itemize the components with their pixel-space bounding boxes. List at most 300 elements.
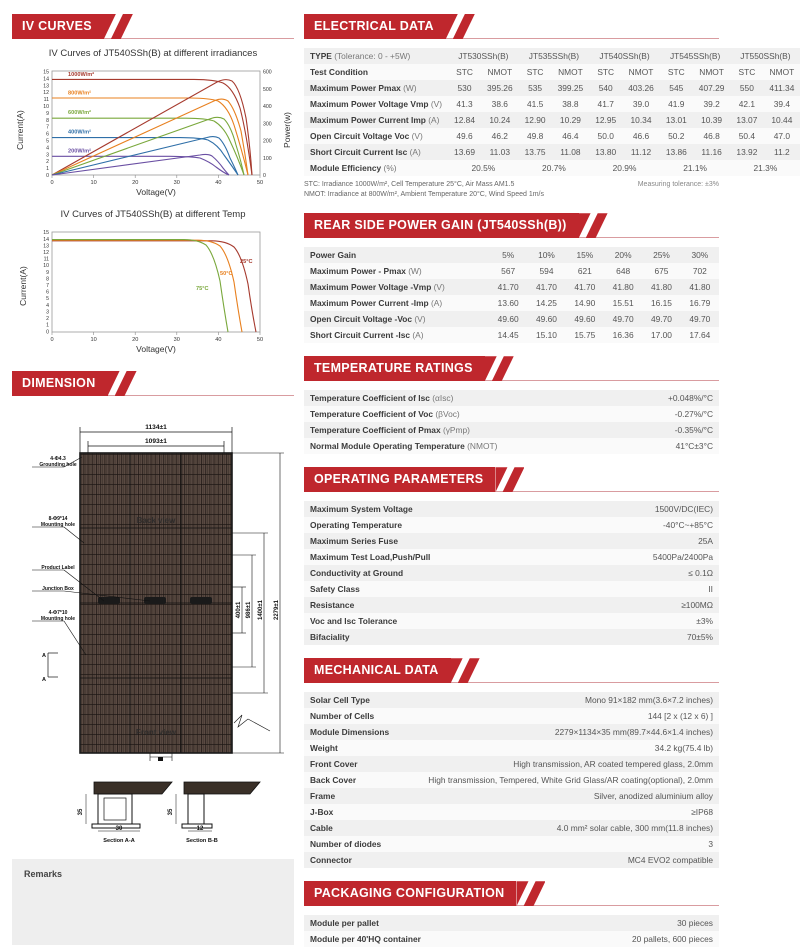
cell-value: -0.27%/°C: [627, 406, 719, 422]
table-row: [304, 533, 719, 549]
table-row: [304, 422, 719, 438]
cell: 621: [566, 263, 604, 279]
row-label-safety-class: Safety Class: [304, 581, 573, 597]
cell-value: High transmission, AR coated tempered glass, 2.0mm: [401, 756, 719, 772]
table-row: [304, 311, 719, 327]
cell: 10.24: [481, 112, 519, 128]
row-label-pmax: [304, 263, 489, 279]
table-row: [304, 501, 719, 517]
label-unit: (V): [414, 314, 426, 325]
cell-value: 30 pieces: [540, 915, 719, 931]
svg-text:10: 10: [90, 180, 97, 186]
plot-area: [52, 71, 260, 175]
cell: 648: [604, 263, 642, 279]
cell: 11.08: [552, 144, 590, 160]
electrical-notes: [304, 180, 719, 200]
svg-text:5: 5: [46, 296, 49, 303]
cell-value: 4.0 mm² solar cable, 300 mm(11.8 inches): [401, 820, 719, 836]
row-label-conductivity: Conductivity at Ground: [304, 565, 573, 581]
cell: 13.07: [730, 112, 763, 128]
cell: 15.10: [527, 327, 565, 343]
cell-value: ≤ 0.1Ω: [573, 565, 719, 581]
svg-text:30: 30: [173, 180, 180, 186]
table-row: [304, 931, 719, 947]
row-label-beta-voc: [304, 406, 627, 422]
legend-600: 600W/m²: [68, 110, 92, 116]
section-header-packaging: [304, 881, 719, 906]
table-row: [304, 613, 719, 629]
cell: 403.26: [622, 80, 660, 96]
table-row: [304, 112, 800, 128]
svg-text:15: 15: [43, 69, 49, 76]
dimension-drawing: [12, 405, 294, 851]
cell: 20.7%: [519, 160, 590, 176]
label-text: Short Circuit Current Isc: [310, 147, 408, 157]
cell: 550: [730, 80, 763, 96]
chart-temperature: [12, 224, 294, 359]
cell: 41.7: [589, 96, 622, 112]
section-header-electrical: [304, 14, 719, 39]
svg-text:0: 0: [50, 180, 54, 186]
cell-value: +0.048%/°C: [627, 390, 719, 406]
cell-value: II: [573, 581, 719, 597]
cell: 15.75: [566, 327, 604, 343]
cell: 49.70: [604, 311, 642, 327]
header-slant-2: [111, 14, 133, 39]
row-label-vmp: [304, 279, 489, 295]
condition-4: STC: [589, 64, 622, 80]
row-label-front-cover: Front Cover: [304, 756, 401, 772]
row-label-voc: [304, 128, 448, 144]
cell: 41.80: [642, 279, 680, 295]
label-unit: (%): [383, 163, 397, 173]
section-header-mechanical: [304, 658, 719, 683]
table-row: [304, 80, 800, 96]
label-text: Maximum Power Voltage Vmp: [310, 99, 429, 109]
section-a-width: 30: [115, 826, 123, 832]
svg-text:13: 13: [43, 243, 49, 250]
label-unit: (V): [411, 131, 423, 141]
table-row-header: [304, 247, 719, 263]
table-row: [304, 692, 719, 708]
y-axis-label-power: Power(w): [282, 112, 292, 148]
gain-0: 5%: [489, 247, 527, 263]
note-nmot: NMOT: Irradiance at 800W/m², Ambient Temperature 20°C, Wind Speed 1m/s: [304, 191, 544, 199]
cell: 41.80: [681, 279, 719, 295]
svg-text:11: 11: [43, 256, 49, 263]
section-title-electrical: ELECTRICAL DATA: [304, 14, 446, 39]
table-row: [304, 629, 719, 645]
label-text: Module Efficiency: [310, 163, 382, 173]
dim-h-400: 400±1: [236, 601, 242, 619]
cell: 545: [660, 80, 693, 96]
table-row: [304, 295, 719, 311]
svg-text:1: 1: [46, 322, 49, 329]
note-conditions: [304, 180, 638, 200]
label-text: Open Circuit Voltage -Voc: [310, 314, 413, 325]
section-header-dimension: [12, 371, 294, 396]
condition-8: STC: [730, 64, 763, 80]
legend-1000: 1000W/m²: [68, 72, 95, 78]
cell-value: 34.2 kg(75.4 lb): [401, 740, 719, 756]
cell: 41.3: [448, 96, 481, 112]
label-text: Maximum Power Voltage -Vmp: [310, 282, 432, 293]
table-row: [304, 438, 719, 454]
cell: 38.6: [481, 96, 519, 112]
model-col-1: JT535SSh(B): [519, 48, 590, 64]
cell-value: 3: [401, 836, 719, 852]
row-label-number-of-diodes: Number of diodes: [304, 836, 401, 852]
cell: 13.86: [660, 144, 693, 160]
row-label-weight: Weight: [304, 740, 401, 756]
cell-value: -0.35%/°C: [627, 422, 719, 438]
cell-value: 41°C±3°C: [627, 438, 719, 454]
svg-text:100: 100: [263, 156, 272, 162]
model-col-2: JT540SSh(B): [589, 48, 660, 64]
cell: 21.3%: [730, 160, 800, 176]
callout-text-grounding: Grounding hole: [39, 462, 77, 468]
label-text: Temperature Coefficient of Pmax: [310, 425, 441, 436]
packaging-table: [304, 915, 719, 947]
cell: 49.70: [642, 311, 680, 327]
cell: 535: [519, 80, 552, 96]
section-header-rear-gain: [304, 213, 719, 238]
label-unit: (A): [428, 115, 440, 125]
svg-text:0: 0: [46, 173, 49, 179]
callout-code-mounting-1: 8-Φ9*14: [48, 516, 68, 522]
gain-1: 10%: [527, 247, 565, 263]
mechanical-data-table: [304, 692, 719, 868]
section-title-iv-curves: IV CURVES: [12, 14, 104, 39]
cell-value: 2279×1134×35 mm(89.7×44.6×1.4 inches): [401, 724, 719, 740]
cell: 14.90: [566, 295, 604, 311]
legend-200: 200W/m²: [68, 148, 92, 155]
svg-text:20: 20: [132, 337, 139, 343]
x-ticks: [50, 180, 263, 186]
iv-temp-svg: [12, 224, 300, 354]
svg-text:1: 1: [46, 166, 49, 173]
svg-text:40: 40: [215, 337, 222, 343]
cell-value: Mono 91×182 mm(3.6×7.2 inches): [401, 692, 719, 708]
section-b-width: 12: [196, 826, 204, 832]
cell: 41.70: [566, 279, 604, 295]
cell-value: -40°C~+85°C: [573, 517, 719, 533]
section-b-b-drawing: [168, 782, 260, 844]
callout-labels: [39, 456, 76, 622]
cell-value: 144 [2 x (12 x 6) ]: [401, 708, 719, 724]
cell: 39.2: [693, 96, 731, 112]
cell: 12.95: [589, 112, 622, 128]
cell: 46.8: [693, 128, 731, 144]
svg-text:12: 12: [43, 250, 49, 256]
dimension-svg: [12, 405, 300, 777]
cell-type-label: [304, 48, 448, 64]
table-row: [304, 517, 719, 533]
x-axis-label-voltage: Voltage(V): [136, 187, 176, 197]
type-label: TYPE: [310, 51, 332, 61]
svg-text:10: 10: [90, 337, 97, 343]
model-col-0: JT530SSh(B): [448, 48, 519, 64]
svg-text:0: 0: [46, 329, 49, 336]
table-row: [304, 724, 719, 740]
svg-text:50: 50: [256, 180, 264, 186]
table-row: [304, 915, 719, 931]
dim-width-outer: 1134±1: [145, 424, 167, 431]
svg-text:11: 11: [43, 97, 49, 104]
svg-text:10: 10: [43, 263, 49, 270]
table-row: [304, 263, 719, 279]
cell: 15.51: [604, 295, 642, 311]
svg-text:400: 400: [263, 104, 272, 111]
header-slant-2: [453, 14, 475, 39]
row-label-resistance: Resistance: [304, 597, 573, 613]
svg-text:3: 3: [46, 309, 49, 316]
section-title-mechanical: MECHANICAL DATA: [304, 658, 451, 683]
svg-text:14: 14: [43, 236, 49, 243]
row-label-module-per-pallet: Module per pallet: [304, 915, 540, 931]
cell: 13.80: [589, 144, 622, 160]
condition-7: NMOT: [693, 64, 731, 80]
row-label-j-box: J-Box: [304, 804, 401, 820]
gain-5: 30%: [681, 247, 719, 263]
cell: 13.01: [660, 112, 693, 128]
cell: 49.8: [519, 128, 552, 144]
svg-text:40: 40: [215, 180, 222, 186]
row-label-alpha-isc: [304, 390, 627, 406]
table-row: [304, 740, 719, 756]
label-text: Normal Module Operating Temperature: [310, 441, 465, 452]
right-column: [300, 0, 795, 945]
section-header-temp-ratings: [304, 356, 719, 381]
cell: 11.12: [622, 144, 660, 160]
table-row: [304, 565, 719, 581]
svg-text:500: 500: [263, 86, 272, 93]
svg-text:6: 6: [46, 289, 49, 296]
callout-code-grounding: 4-Φ4.3: [50, 456, 66, 462]
y-axis-label-current: Current(A): [15, 110, 25, 150]
table-row: [304, 788, 719, 804]
legend-50c: 50°C: [220, 271, 233, 277]
svg-text:12: 12: [43, 90, 49, 97]
cell: 530: [448, 80, 481, 96]
label-back-view: Back view: [136, 516, 176, 525]
svg-text:0: 0: [50, 337, 54, 343]
table-row: [304, 852, 719, 868]
svg-text:7: 7: [46, 283, 49, 289]
cell: 12.84: [448, 112, 481, 128]
cell: 11.16: [693, 144, 731, 160]
cell: 10.39: [693, 112, 731, 128]
cell: 395.26: [481, 80, 519, 96]
cell: 16.36: [604, 327, 642, 343]
cell: 411.34: [763, 80, 800, 96]
dim-h-986: 986±1: [246, 601, 252, 619]
row-label-pmax: [304, 80, 448, 96]
chart-title-temp: IV Curves of JT540SSh(B) at different Temp: [60, 209, 246, 220]
cell: 41.70: [527, 279, 565, 295]
table-row: [304, 279, 719, 295]
cell-value: ≥IP68: [401, 804, 719, 820]
row-label-voc: [304, 311, 489, 327]
iv-irradiance-svg: [12, 63, 300, 198]
table-row: [304, 708, 719, 724]
cell-value: ±3%: [573, 613, 719, 629]
cell: 10.29: [552, 112, 590, 128]
gain-2: 15%: [566, 247, 604, 263]
table-row-efficiency: [304, 160, 800, 176]
cell: 702: [681, 263, 719, 279]
svg-text:0: 0: [263, 173, 266, 179]
table-row: [304, 549, 719, 565]
label-text: Maximum Power Current Imp: [310, 115, 426, 125]
condition-0: STC: [448, 64, 481, 80]
cell: 41.80: [604, 279, 642, 295]
row-label-number-of-cells: Number of Cells: [304, 708, 401, 724]
cell-value: ≥100MΩ: [573, 597, 719, 613]
cell-value: 5400Pa/2400Pa: [573, 549, 719, 565]
cell: 594: [527, 263, 565, 279]
table-row: [304, 144, 800, 160]
row-label-isc: [304, 144, 448, 160]
dim-width-inner: 1093±1: [145, 438, 167, 445]
electrical-data-table: [304, 48, 800, 176]
condition-1: NMOT: [481, 64, 519, 80]
row-label-cable: Cable: [304, 820, 401, 836]
row-label-max-system-voltage: Maximum System Voltage: [304, 501, 573, 517]
cell-value: High transmission, Tempered, White Grid Glass/AR coating(optional), 2.0mm: [401, 772, 719, 788]
svg-text:600: 600: [263, 69, 272, 76]
svg-text:2: 2: [46, 159, 49, 166]
cell-value: 70±5%: [573, 629, 719, 645]
label-unit: (γPmp): [442, 425, 470, 436]
callout-text-product-label: Product Label: [41, 565, 75, 571]
block-packaging-configuration: [304, 881, 719, 947]
remarks-title: Remarks: [24, 869, 63, 879]
table-row: [304, 327, 719, 343]
section-mark-a1: A: [42, 653, 46, 659]
y-ticks-right: [263, 70, 272, 180]
rear-gain-table: [304, 247, 719, 343]
cell: 49.60: [527, 311, 565, 327]
header-slant-2: [586, 213, 608, 238]
table-row: [304, 804, 719, 820]
row-label-efficiency: [304, 160, 448, 176]
section-title-operating: OPERATING PARAMETERS: [304, 467, 495, 492]
section-title-temp-ratings: TEMPERATURE RATINGS: [304, 356, 485, 381]
label-unit: (A): [431, 298, 443, 309]
svg-text:15: 15: [43, 230, 49, 237]
cell: 42.1: [730, 96, 763, 112]
cell: 41.70: [489, 279, 527, 295]
table-row: [304, 772, 719, 788]
cell: 20.5%: [448, 160, 519, 176]
row-label-vmp: [304, 96, 448, 112]
cell: 13.69: [448, 144, 481, 160]
cell: 16.79: [681, 295, 719, 311]
section-arrows: [48, 653, 58, 677]
section-b-height: 35: [168, 808, 174, 816]
block-rear-side-power-gain: [304, 213, 719, 343]
cell: 11.2: [763, 144, 800, 160]
svg-text:4: 4: [46, 145, 49, 152]
row-label-operating-temperature: Operating Temperature: [304, 517, 573, 533]
table-row-type: [304, 48, 800, 64]
cell: 41.5: [519, 96, 552, 112]
row-label-module-dimensions: Module Dimensions: [304, 724, 401, 740]
label-unit: (W): [408, 266, 422, 277]
label-unit: (V): [430, 99, 443, 109]
chart-title-irradiance: IV Curves of JT540SSh(B) at different irradiances: [48, 48, 258, 59]
row-label-imp: [304, 295, 489, 311]
cell: 39.4: [763, 96, 800, 112]
callout-text-junction-box: Junction Box: [42, 586, 74, 592]
condition-5: NMOT: [622, 64, 660, 80]
section-header-iv-curves: [12, 14, 294, 39]
cell-value: MC4 EVO2 compatible: [401, 852, 719, 868]
cell: 49.70: [681, 311, 719, 327]
cell: 50.2: [660, 128, 693, 144]
remarks-box: [12, 859, 294, 945]
cell-value: Silver, anodized aluminium alloy: [401, 788, 719, 804]
svg-text:2: 2: [46, 316, 49, 322]
callout-text-mounting-1: Mounting hole: [40, 522, 76, 528]
condition-2: STC: [519, 64, 552, 80]
label-text: Maximum Power - Pmax: [310, 266, 406, 277]
section-b-name: Section B-B: [186, 838, 218, 844]
label-text: Temperature Coefficient of Isc: [310, 393, 430, 404]
dim-h-2279: 2279±1: [274, 600, 280, 620]
condition-6: STC: [660, 64, 693, 80]
cell: 20.9%: [589, 160, 660, 176]
header-slant-2: [502, 467, 524, 492]
label-unit: (A): [409, 147, 421, 157]
callout-text-mounting-2: Mounting hole: [40, 616, 76, 622]
cell: 14.45: [489, 327, 527, 343]
cell: 12.90: [519, 112, 552, 128]
cable-mark: [158, 757, 163, 761]
cell: 13.60: [489, 295, 527, 311]
svg-text:30: 30: [173, 337, 180, 343]
cell: 49.60: [566, 311, 604, 327]
cell: 47.0: [763, 128, 800, 144]
section-title-dimension: DIMENSION: [12, 371, 108, 396]
note-stc: STC: Irradiance 1000W/m², Cell Temperature 25°C, Air Mass AM1.5: [304, 181, 515, 188]
table-row: [304, 96, 800, 112]
row-label-module-per-container: Module per 40'HQ container: [304, 931, 540, 947]
cell-power-gain-label: Power Gain: [304, 247, 489, 263]
row-label-max-test-load: Maximum Test Load,Push/Pull: [304, 549, 573, 565]
block-operating-parameters: [304, 467, 719, 645]
cell: 17.64: [681, 327, 719, 343]
left-column: [0, 0, 300, 941]
cell: 11.03: [481, 144, 519, 160]
cell: 49.6: [448, 128, 481, 144]
svg-text:20: 20: [132, 180, 139, 186]
svg-text:50: 50: [256, 337, 264, 343]
cell: 10.44: [763, 112, 800, 128]
section-details-svg: [12, 776, 300, 846]
block-electrical-data: [304, 14, 795, 200]
table-row: [304, 581, 719, 597]
temperature-ratings-table: [304, 390, 719, 454]
header-slant-2: [458, 658, 480, 683]
svg-text:10: 10: [43, 104, 49, 110]
section-mark-a2: A: [42, 677, 46, 683]
svg-text:4: 4: [46, 302, 49, 309]
type-note: (Tolerance: 0 - +5W): [334, 51, 411, 61]
cell: 407.29: [693, 80, 731, 96]
cell: 46.6: [622, 128, 660, 144]
